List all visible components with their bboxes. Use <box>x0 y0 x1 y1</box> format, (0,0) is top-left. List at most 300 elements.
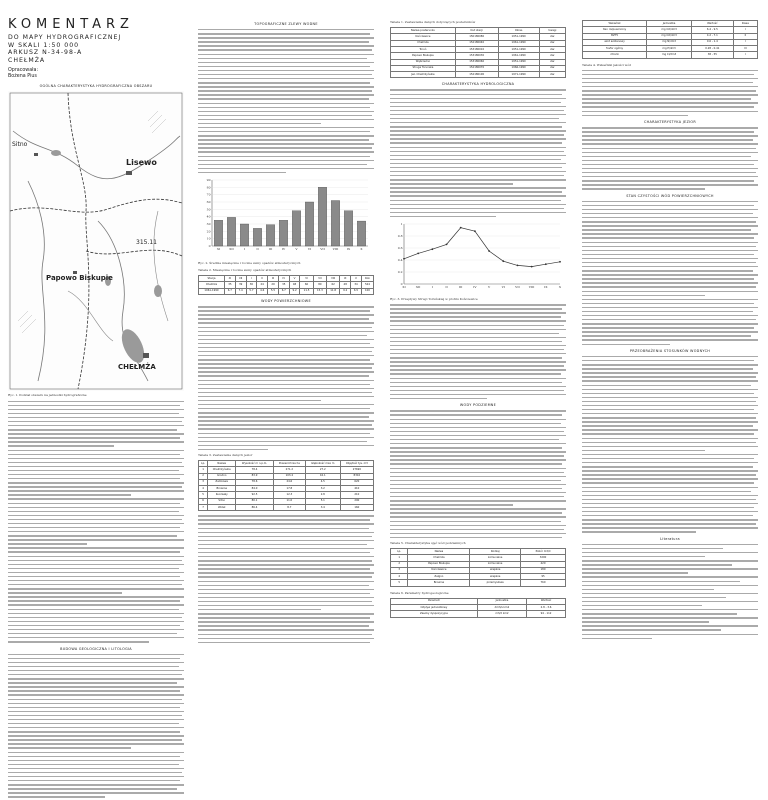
y-tick-label: 30 <box>206 221 211 226</box>
table-header-cell: XI <box>224 276 235 282</box>
section-heading: OGÓLNA CHARAKTERYSTYKA HYDROGRAFICZNA OBSZARU <box>39 84 153 89</box>
table-cell: zlw <box>539 53 565 59</box>
figure-2-caption: Ryc. 2. Średnie miesięczne i roczne sumy opadów atmosferycznych <box>198 261 301 265</box>
x-tick-label: VI <box>501 284 505 289</box>
table-cell: 290 <box>340 498 373 504</box>
data-point <box>502 260 504 262</box>
table-cell: 6.7 <box>278 288 289 294</box>
table-cell: 11.5 <box>300 288 313 294</box>
table-cell: 8.7 <box>273 505 305 511</box>
table-cell: 78.6 <box>236 479 274 485</box>
data-point <box>417 252 419 254</box>
table-cell: mg O2/dm3 <box>647 33 692 39</box>
table-cell: 2 <box>199 473 208 479</box>
table-cell: 620 <box>340 479 373 485</box>
y-tick-label: 0.6 <box>397 245 403 250</box>
table-cell: 1951-1990 <box>498 46 539 52</box>
table-header-cell: Objętość tys. m3 <box>340 461 373 467</box>
map-caption: Ryc. 1. Podział obszaru na jednostki hydrograficzne <box>8 393 87 398</box>
table-cell: wiejskie <box>470 574 521 580</box>
table-cell: zlw <box>539 72 565 78</box>
table-row <box>199 505 374 511</box>
table-cell: fosfor ogólny <box>583 46 647 52</box>
stations-table <box>390 27 566 78</box>
bar <box>357 221 365 246</box>
table-cell: 5.7 <box>246 288 257 294</box>
table-cell: 94 - 112 <box>527 611 566 617</box>
table-row <box>199 288 374 294</box>
table-header-cell: Jednostka <box>477 598 526 604</box>
table-cell: 8310 <box>340 473 373 479</box>
table-cell: 0.28 - 0.41 <box>691 46 733 52</box>
table-header-cell: Wysokość m n.p.m. <box>236 461 274 467</box>
table-row <box>583 52 758 58</box>
table-cell: zlw <box>539 40 565 46</box>
table-cell: 38 - 55 <box>691 52 733 58</box>
table-cell: 11.0 <box>273 498 305 504</box>
table-header-cell: V <box>289 276 300 282</box>
hydrogeology-table <box>390 598 566 618</box>
table-cell: 5 <box>391 580 408 586</box>
x-tick-label: I <box>431 284 433 289</box>
table-header-cell: Nazwa posterunku <box>391 28 456 34</box>
table-cell: Zelgno <box>408 574 470 580</box>
table-header-cell: Wartość <box>691 21 733 27</box>
map-graphic <box>8 91 184 391</box>
bar <box>214 220 222 246</box>
table-cell: Kończewice <box>391 34 456 40</box>
table-cell: BZT5 <box>583 33 647 39</box>
table-header-cell: Wskaźnik <box>583 21 647 27</box>
table-4 <box>582 20 758 59</box>
table-cell: 2.8 - 3.6 <box>527 605 566 611</box>
bar <box>318 187 326 246</box>
table-cell: 4.2 - 7.1 <box>691 33 733 39</box>
table-cell: 6.7 <box>224 288 235 294</box>
table-cell: 1971-1990 <box>498 72 539 78</box>
y-tick-label: 0.4 <box>397 257 403 262</box>
table-header-cell: Powierzchnia ha <box>273 461 305 467</box>
table-header-cell: II <box>257 276 268 282</box>
table-cell: 95 <box>521 574 566 580</box>
table-cell: 2.8 <box>305 492 340 498</box>
table-4-caption: Tabela 4. Wskaźniki jakości wód <box>582 62 631 67</box>
table-cell: 410 <box>340 486 373 492</box>
table-cell: Browina <box>208 486 236 492</box>
subtitle-line-2: W SKALI 1:50 000 <box>8 41 80 49</box>
table-cell: wiejskie <box>470 567 521 573</box>
table-cell: 80.1 <box>236 498 274 504</box>
table-cell: 4 <box>199 486 208 492</box>
x-tick-label: I <box>243 246 246 251</box>
table-cell: III <box>733 46 757 52</box>
table-3-caption: Tabela 3. Zestawienie danych jezior <box>198 452 253 457</box>
map-label-sitno: Sitno <box>12 141 28 149</box>
table-cell: komunalne <box>470 555 521 561</box>
table-cell: 3200 <box>521 555 566 561</box>
references-list <box>582 544 758 639</box>
table-cell: 3 <box>391 567 408 573</box>
bar <box>227 217 235 246</box>
table-cell: 4 <box>391 574 408 580</box>
x-tick-label: IX <box>544 284 548 289</box>
y-tick-label: 0 <box>400 281 403 286</box>
table-cell: 92.5 <box>236 492 274 498</box>
table-cell: 1951-1990 <box>498 59 539 65</box>
table-cell: 11.8 <box>327 288 340 294</box>
data-point <box>545 263 547 265</box>
section-heading: TOPOGRAFICZNE ZLEWY WODNE <box>254 22 318 26</box>
table-header-cell: Pobór m3/d <box>521 549 566 555</box>
precipitation-chart-svg <box>198 176 374 258</box>
table-6 <box>390 598 566 618</box>
x-tick-label: VI <box>307 246 312 251</box>
x-tick-label: II <box>256 246 259 251</box>
body-text-col2c <box>198 515 374 643</box>
bar <box>344 211 352 246</box>
table-header-cell: Nazwa <box>208 461 236 467</box>
table-cell: 35 <box>224 282 235 288</box>
x-tick-label: X <box>360 246 363 251</box>
table-header-cell: Lp. <box>199 461 208 467</box>
table-cell: 34 <box>351 282 362 288</box>
table-cell: 153180060 <box>455 59 498 65</box>
table-cell: 15.3 <box>313 288 326 294</box>
map-label-lisewo: Lisewo <box>126 158 157 168</box>
x-tick-label: II <box>445 284 448 289</box>
table-5 <box>390 548 566 587</box>
bar <box>279 220 287 246</box>
table-header-cell: I <box>246 276 257 282</box>
y-tick-label: 1 <box>400 221 403 226</box>
table-cell: 0.6 - 1.4 <box>691 39 733 45</box>
table-cell: 420 <box>521 561 566 567</box>
table-cell: 24.6 <box>273 479 305 485</box>
x-tick-label: IV <box>473 284 477 289</box>
x-tick-label: III <box>458 284 463 289</box>
column-2 <box>198 18 374 646</box>
table-cell: 4.6 <box>257 288 268 294</box>
table-header-cell: Lp. <box>391 549 408 555</box>
table-cell: 12.3 <box>273 492 305 498</box>
authors-label: Opracowała: <box>8 68 39 74</box>
intakes-table <box>390 548 566 587</box>
table-cell: I <box>733 52 757 58</box>
table-cell: Odpływ jednostkowy <box>391 605 478 611</box>
table-3 <box>198 460 374 511</box>
x-tick-label: VIII <box>332 246 339 251</box>
table-cell: Papowo Biskupie <box>391 53 456 59</box>
x-tick-label: IV <box>281 246 286 251</box>
table-cell: 1 <box>199 467 208 473</box>
author-name: Bożena Pius <box>8 74 37 80</box>
x-tick-label: III <box>268 246 273 251</box>
body-text-col1b <box>8 654 184 798</box>
table-header-cell: XII <box>235 276 246 282</box>
table-cell: I <box>733 39 757 45</box>
table-cell: zlw <box>539 65 565 71</box>
table-cell: 86.4 <box>236 505 274 511</box>
y-tick-label: 80 <box>206 185 211 190</box>
table-cell: 80 <box>313 282 326 288</box>
table-header-cell: VI <box>300 276 313 282</box>
table-cell: 83.9 <box>236 473 274 479</box>
table-cell: zlw <box>539 59 565 65</box>
table-cell: dm3/s km2 <box>477 605 526 611</box>
precipitation-table <box>198 275 374 295</box>
table-cell: 48 <box>289 282 300 288</box>
table-cell: 5 <box>199 492 208 498</box>
bar <box>266 225 274 246</box>
table-cell: 152180100 <box>455 72 498 78</box>
x-tick-label: IX <box>346 246 351 251</box>
section-heading: WODY PODZIEMNE <box>459 403 497 408</box>
table-header-cell: Rodzaj <box>470 549 521 555</box>
table-cell: 210 <box>340 492 373 498</box>
table-cell: Chełmża <box>391 40 456 46</box>
table-header-cell: Parametr <box>391 598 478 604</box>
y-tick-label: 10 <box>206 236 211 241</box>
bar <box>240 224 248 246</box>
table-cell: 1951-1990 <box>498 34 539 40</box>
table-header-cell: Kod stacji <box>455 28 498 34</box>
y-tick-label: 20 <box>206 229 211 234</box>
table-cell: 5.1 <box>305 498 340 504</box>
overview-map <box>8 91 184 391</box>
column-4 <box>582 18 758 642</box>
table-cell: 160 <box>340 505 373 511</box>
table-cell: mg N/dm3 <box>647 39 692 45</box>
table-2 <box>198 275 374 295</box>
body-text-col3c <box>390 410 566 538</box>
section-heading: WODY POWIERZCHNIOWE <box>261 299 311 304</box>
table-cell: II <box>733 33 757 39</box>
section-heading: BUDOWA GEOLOGICZNA I LITOLOGIA <box>60 646 132 651</box>
table-cell: Wolsk <box>208 505 236 511</box>
table-cell: mg O2/dm3 <box>647 27 692 33</box>
table-cell: m3/d km2 <box>477 611 526 617</box>
body-text-col2b <box>198 306 374 450</box>
x-tick-label: XII <box>415 284 421 289</box>
table-cell: 9.2 <box>340 288 351 294</box>
table-header-cell: VIII <box>327 276 340 282</box>
table-cell: Chełmża <box>199 282 225 288</box>
table-cell: Chełmżyńskie <box>208 467 236 473</box>
table-1-caption: Tabela 1. Zestawienie danych dotyczących posterunków <box>390 20 476 24</box>
table-cell: 103.4 <box>273 473 305 479</box>
y-tick-label: 0.2 <box>397 269 403 274</box>
table-cell: 17.8 <box>273 486 305 492</box>
table-cell: tlen rozpuszczony <box>583 27 647 33</box>
body-text-col3a <box>390 89 566 217</box>
table-6-caption: Tabela 6. Parametry hydrogeologiczne <box>390 590 449 595</box>
table-cell: 60 <box>300 282 313 288</box>
table-cell: Sitno <box>208 498 236 504</box>
table-cell: 180 <box>521 567 566 573</box>
table-cell: 48 <box>340 282 351 288</box>
bar <box>253 228 261 246</box>
section-heading: CHARAKTERYSTYKA JEZIOR <box>643 120 697 125</box>
table-cell: 2 <box>391 561 408 567</box>
table-cell: Kuczwały <box>208 492 236 498</box>
table-header-cell: Klasa <box>733 21 757 27</box>
table-cell: Browina <box>408 580 470 586</box>
table-cell: przemysłowe <box>470 580 521 586</box>
x-tick-label: XI <box>216 246 221 251</box>
body-text-col1 <box>8 401 184 643</box>
table-cell: Zasoby dyspozycyjne <box>391 611 478 617</box>
x-tick-label: VIII <box>528 284 535 289</box>
table-cell: 6 <box>199 498 208 504</box>
table-cell: mg P/dm3 <box>647 46 692 52</box>
authors <box>8 68 184 80</box>
table-header-cell: Okres <box>498 28 539 34</box>
x-tick-label: VII <box>320 246 325 251</box>
table-cell: 7.4 <box>235 288 246 294</box>
section-heading: CHARAKTERYSTYKA HYDROLOGICZNA <box>441 82 515 87</box>
table-header-cell: Jednostka <box>647 21 692 27</box>
table-cell: 760 <box>521 580 566 586</box>
table-row <box>391 611 566 617</box>
data-point <box>531 266 533 268</box>
table-cell: zlw <box>539 34 565 40</box>
body-text-col4c <box>582 201 758 345</box>
table-cell: 5.5 <box>268 288 279 294</box>
y-tick-label: 0.8 <box>397 233 403 238</box>
table-cell: 1961-1990 <box>498 40 539 46</box>
table-cell: Jez. Chełmżyńskie <box>391 72 456 78</box>
table-cell: Papowo Biskupie <box>408 561 470 567</box>
x-tick-label: X <box>558 284 562 289</box>
precipitation-chart <box>198 176 374 259</box>
quality-table <box>582 20 758 59</box>
table-cell: 150180080 <box>455 34 498 40</box>
data-point <box>446 243 448 245</box>
table-cell: 78.4 <box>236 467 274 473</box>
map-label-chelmza: CHEŁMŻA <box>118 363 156 372</box>
table-cell: 3 <box>199 479 208 485</box>
table-header-cell: Uwagi <box>539 28 565 34</box>
table-cell: 7 <box>199 505 208 511</box>
table-cell: chlorki <box>583 52 647 58</box>
table-header-cell: Rok <box>361 276 373 282</box>
figure-3-caption: Ryc. 3. Przepływy Strugi Toruńskiej w profilu Kończewice <box>390 297 478 302</box>
table-header-cell: IV <box>278 276 289 282</box>
table-cell: 39 <box>235 282 246 288</box>
map-label-elevation: 315.11 <box>136 239 157 247</box>
table-cell: 3.2 <box>305 486 340 492</box>
table-2-caption: Tabela 2. Miesięczne i roczne sumy opadów atmosferycznych <box>198 268 292 273</box>
table-5-caption: Tabela 5. Charakterystyka ujęć wód podziemnych <box>390 540 466 545</box>
table-cell: Struga Toruńska <box>391 65 456 71</box>
table-cell: 1966-1990 <box>498 65 539 71</box>
map-label-papowo: Papowo Biskupie <box>46 274 113 283</box>
subtitle-line-3: ARKUSZ N-34-98-A <box>8 49 83 57</box>
section-heading: PRZEOBRAŻENIA STOSUNKÓW WODNYCH <box>629 348 711 353</box>
table-cell: 152180040 <box>455 40 498 46</box>
body-text-col4a <box>582 70 758 116</box>
data-point <box>474 230 476 232</box>
table-cell: 27.2 <box>305 467 340 473</box>
body-text-col4b <box>582 127 758 190</box>
table-cell: mg Cl/dm3 <box>647 52 692 58</box>
table-header-cell: IX <box>340 276 351 282</box>
table-cell: 6.5 <box>351 288 362 294</box>
table-cell: 1961-1990 <box>498 53 539 59</box>
data-point <box>488 250 490 252</box>
bar <box>292 211 300 246</box>
table-cell: 29 <box>268 282 279 288</box>
x-tick-label: XI <box>402 284 406 289</box>
series-line <box>404 228 560 267</box>
table-header-cell: Wartość <box>527 598 566 604</box>
document-title: KOMENTARZ <box>8 17 134 32</box>
y-tick-label: 50 <box>206 207 211 212</box>
table-cell: Kończewice <box>408 567 470 573</box>
table-cell: 3.4 <box>305 505 340 511</box>
table-cell: I <box>733 27 757 33</box>
table-cell: 84.0 <box>236 486 274 492</box>
table-cell: komunalne <box>470 561 521 567</box>
section-heading: STAN CZYSTOŚCI WÓD POWIERZCHNIOWYCH <box>626 193 714 198</box>
table-cell: Grodno <box>208 473 236 479</box>
table-cell: azot azotanowy <box>583 39 647 45</box>
table-cell: Toruń <box>391 46 456 52</box>
bar <box>331 200 339 245</box>
subtitle-line-4: CHEŁMŻA <box>8 56 46 64</box>
table-cell: 1961-1990 <box>199 288 225 294</box>
data-point <box>460 227 462 229</box>
data-point <box>403 258 405 260</box>
table-header-cell: III <box>268 276 279 282</box>
table-cell: 27690 <box>340 467 373 473</box>
table-header-cell: Głębokość max m <box>305 461 340 467</box>
table-header-cell: Stacja <box>199 276 225 282</box>
table-row <box>391 580 566 586</box>
x-tick-label: VII <box>515 284 520 289</box>
x-tick-label: V <box>295 246 298 251</box>
body-text-col4d <box>582 356 758 533</box>
column-1 <box>8 18 184 800</box>
table-row <box>391 72 566 78</box>
y-tick-label: 90 <box>206 177 211 182</box>
table-1 <box>390 27 566 78</box>
body-text-col3b <box>390 304 566 399</box>
lakes-table <box>198 460 374 511</box>
table-cell: 62 <box>327 282 340 288</box>
bar <box>305 202 313 246</box>
table-cell: 6.4 - 9.5 <box>691 27 733 33</box>
y-tick-label: 60 <box>206 199 211 204</box>
data-point <box>517 264 519 266</box>
table-header-cell: VII <box>313 276 326 282</box>
subtitle-line-1: DO MAPY HYDROGRAFICZNEJ <box>8 34 122 41</box>
y-tick-label: 0 <box>208 243 211 248</box>
table-cell: 271.2 <box>273 467 305 473</box>
table-cell: 4.5 <box>305 479 340 485</box>
table-cell: 524 <box>361 282 373 288</box>
table-header-cell: Nazwa <box>408 549 470 555</box>
discharge-chart <box>390 220 566 295</box>
data-point <box>431 248 433 250</box>
table-cell: Chełmża <box>408 555 470 561</box>
table-cell: 100 <box>361 288 373 294</box>
table-cell: 24 <box>257 282 268 288</box>
table-cell: 30 <box>246 282 257 288</box>
table-cell: 153180010 <box>455 46 498 52</box>
section-heading: Literatura <box>660 536 680 541</box>
table-cell: 1 <box>391 555 408 561</box>
